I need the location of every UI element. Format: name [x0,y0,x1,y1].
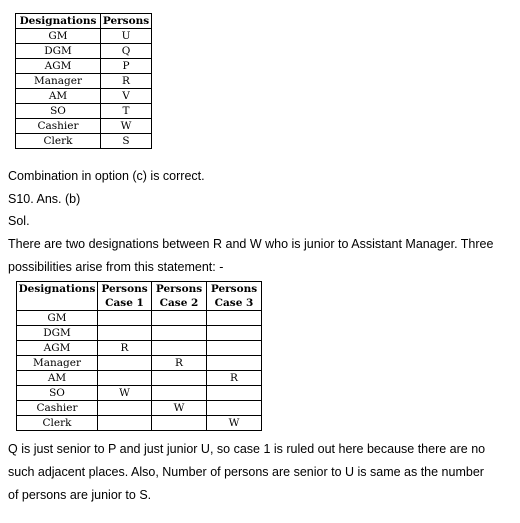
text-line: such adjacent places. Also, Number of persons are senior to U is same as the number [8,465,484,479]
person-cell: R [101,74,152,89]
designation-cell: DGM [16,44,101,59]
designation-cell: Clerk [16,134,101,149]
header-designations: Designations [17,282,98,311]
text-line: possibilities arise from this statement: - [8,260,224,274]
designation-cell: AGM [16,59,101,74]
designation-cell: Cashier [17,401,98,416]
table-row [17,326,262,341]
case-cell [98,311,152,326]
designation-cell: DGM [17,326,98,341]
case-cell [207,401,262,416]
person-cell: Q [101,44,152,59]
table-row [16,104,152,119]
header-case-2: Case 2 [152,296,207,311]
text-line: Q is just senior to P and just junior U, so case 1 is ruled out here because there are no [8,442,486,456]
person-cell: P [101,59,152,74]
text-line: of persons are junior to S. [8,488,152,502]
text-line: Sol. [8,214,30,228]
table-row [17,341,262,356]
case-cell [152,371,207,386]
person-cell: V [101,89,152,104]
table-row [16,59,152,74]
table-row [16,29,152,44]
header-persons: Persons [101,14,152,29]
header-designations: Designations [16,14,101,29]
table-row [16,74,152,89]
table-header-row [16,14,152,29]
table-row [16,134,152,149]
table-row [17,356,262,371]
designation-cell: AM [17,371,98,386]
table-row [16,89,152,104]
case-cell [152,326,207,341]
table-row [16,119,152,134]
case-cell [207,326,262,341]
text-line: Combination in option (c) is correct. [8,169,205,183]
table-row [17,311,262,326]
header-case-1: Case 1 [98,296,152,311]
table-row [16,44,152,59]
table-header-row [17,282,262,297]
designation-cell: Manager [16,74,101,89]
case-cell [207,341,262,356]
person-cell: U [101,29,152,44]
table-row [17,386,262,401]
designation-cell: AM [16,89,101,104]
header-persons: Persons [98,282,152,297]
person-cell: T [101,104,152,119]
case-cell [98,371,152,386]
table-row [17,371,262,386]
table-row [17,416,262,431]
case-cell [152,311,207,326]
text-line: S10. Ans. (b) [8,192,81,206]
table-row [17,401,262,416]
designations-table [15,13,152,149]
designation-cell: Clerk [17,416,98,431]
person-cell: W [101,119,152,134]
case-cell [152,341,207,356]
case-cell [98,416,152,431]
text-line: There are two designations between R and W who is junior to Assistant Manager. Three [8,237,494,251]
case-cell [207,311,262,326]
designation-cell: SO [17,386,98,401]
case-cell [152,386,207,401]
case-cell [98,401,152,416]
case-cell: W [207,416,262,431]
person-cell: S [101,134,152,149]
designation-cell: SO [16,104,101,119]
case-cell: W [152,401,207,416]
case-cell: R [152,356,207,371]
designation-cell: Manager [17,356,98,371]
case-cell [152,416,207,431]
case-cell [207,386,262,401]
case-cell [207,356,262,371]
header-case-3: Case 3 [207,296,262,311]
header-persons: Persons [152,282,207,297]
case-cell: R [98,341,152,356]
cases-table [16,281,262,431]
designation-cell: AGM [17,341,98,356]
case-cell [98,326,152,341]
case-cell [98,356,152,371]
designation-cell: GM [17,311,98,326]
designation-cell: GM [16,29,101,44]
header-persons: Persons [207,282,262,297]
case-cell: W [98,386,152,401]
designation-cell: Cashier [16,119,101,134]
case-cell: R [207,371,262,386]
